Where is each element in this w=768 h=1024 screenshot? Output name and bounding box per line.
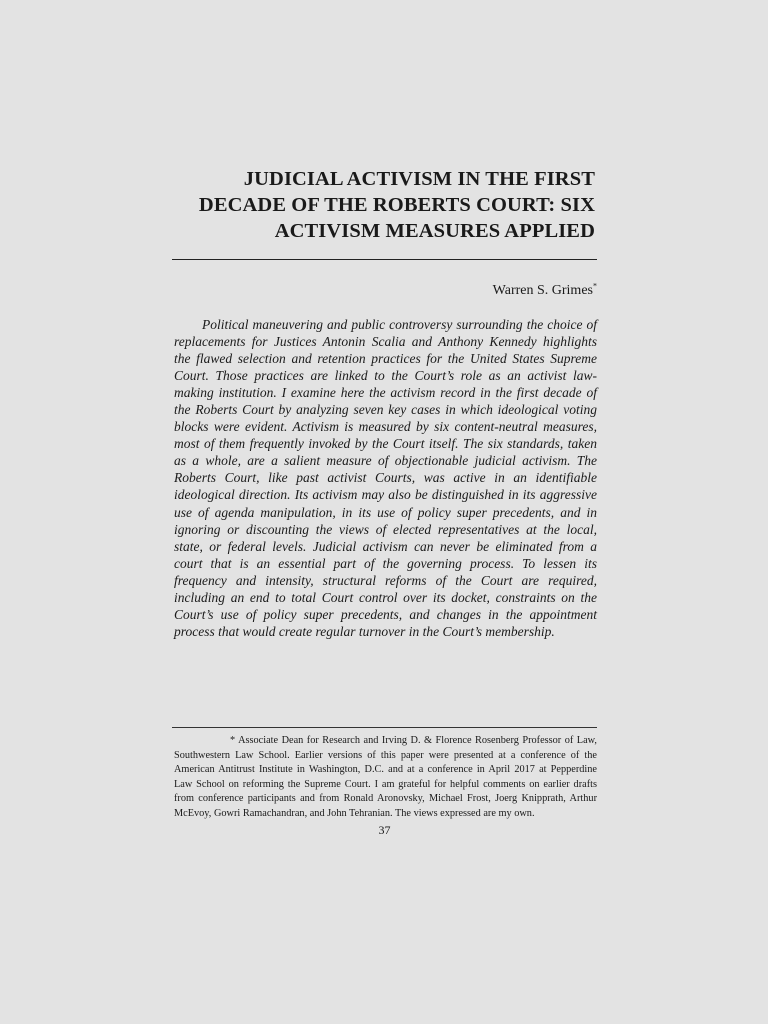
footnote-line: * Associate Dean for Research and Irving D. & Florence Rosenberg Professor of Law, bbox=[230, 735, 597, 746]
abstract-line: use of agenda manipulation, in its use of policy super precedents, and in bbox=[174, 504, 597, 520]
title-divider bbox=[172, 259, 597, 260]
footnote-line: Law School on reforming the Supreme Court. I am grateful for helpful comments on earlier drafts bbox=[174, 778, 597, 790]
abstract-line: most of them frequently invoked by the Court itself. The six standards, taken bbox=[174, 436, 597, 452]
page-number: 37 bbox=[378, 823, 391, 837]
abstract-line: as a whole, are a salient measure of objectionable judicial activism. The bbox=[174, 453, 597, 469]
abstract-line: Roberts Court, like past activist Courts, was active in an identifiable bbox=[174, 470, 597, 486]
abstract-line: ignoring or discounting the views of elected representatives at the local, bbox=[174, 521, 597, 537]
author-byline bbox=[172, 282, 597, 300]
abstract-line: making institution. I examine here the activism record in the first decade of bbox=[174, 385, 597, 401]
abstract-line: ideological direction. Its activism may also be distinguished in its aggressive bbox=[174, 487, 597, 503]
abstract-line: including an end to total Court control over its docket, constraints on the bbox=[174, 589, 597, 605]
abstract-line: frequency and intensity, structural reforms of the Court are required, bbox=[174, 572, 597, 588]
footnote-line: McEvoy, Gowri Ramachandran, and John Tehranian. The views expressed are my own. bbox=[174, 807, 535, 819]
footnote-line: from conference participants and from Ronald Aronovsky, Michael Frost, Joerg Knipprath, Arthur bbox=[174, 793, 597, 805]
abstract-line: the Roberts Court by analyzing seven key cases in which ideological voting bbox=[174, 402, 597, 418]
author-name: Warren S. Grimes bbox=[492, 283, 593, 298]
abstract-line: blocks were evident. Activism is measured by six content-neutral measures, bbox=[174, 419, 597, 435]
title-line: DECADE OF THE ROBERTS COURT: SIX bbox=[198, 194, 595, 216]
footnote-line: American Antitrust Institute in Washington, D.C. and at a conference in April 2017 at Pepperdine bbox=[174, 764, 597, 776]
footnote-divider bbox=[172, 727, 597, 728]
footnote bbox=[174, 734, 597, 822]
abstract-line: Court. Those practices are linked to the Court’s role as an activist law- bbox=[174, 368, 597, 384]
abstract-line: the flawed selection and retention practices for the United States Supreme bbox=[174, 351, 597, 367]
abstract-line: process that would create regular turnover in the Court’s membership. bbox=[174, 623, 555, 639]
abstract-line: Court’s use of policy super precedents, and changes in the appointment bbox=[174, 606, 597, 622]
title-line: JUDICIAL ACTIVISM IN THE FIRST bbox=[243, 168, 595, 190]
title-line: ACTIVISM MEASURES APPLIED bbox=[274, 220, 595, 242]
article-title bbox=[170, 166, 595, 244]
footnote-line: Southwestern Law School. Earlier versions of this paper were presented at a conference of the bbox=[174, 749, 597, 761]
abstract-line: Political maneuvering and public controversy surrounding the choice of bbox=[202, 317, 597, 332]
abstract-line: state, or federal levels. Judicial activism can never be eliminated from a bbox=[174, 538, 597, 554]
abstract-line: court that is an essential part of the governing process. To lessen its bbox=[174, 555, 597, 571]
abstract bbox=[174, 316, 597, 640]
abstract-line: replacements for Justices Antonin Scalia and Anthony Kennedy highlights bbox=[174, 334, 597, 350]
author-footnote-marker: * bbox=[593, 281, 597, 291]
